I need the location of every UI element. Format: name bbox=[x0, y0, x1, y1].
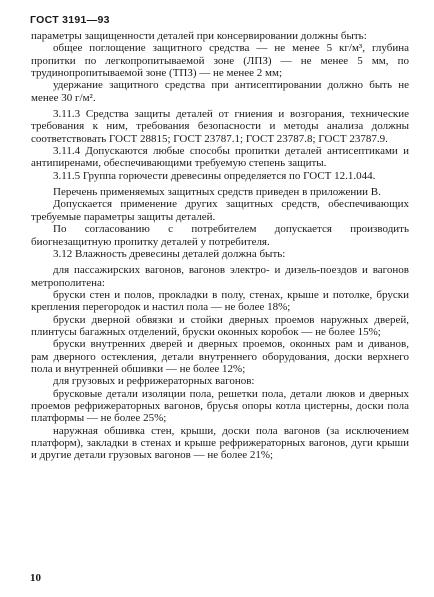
paragraph: бруски стен и полов, прокладки в полу, стенах, крыше и потолке, бруски крепления перегородок и настил пола — не более 18%; bbox=[31, 288, 409, 314]
paragraph: бруски внутренних дверей и дверных проемов, оконных рам и диванов, рам дверного остекления, детали внутреннего оборудования, доски верхнего пола и внутренней обшивки — не более 12%; bbox=[31, 338, 409, 375]
paragraph: для пассажирских вагонов, вагонов электро- и дизель-поездов и вагонов метрополитена: bbox=[31, 264, 409, 289]
paragraph: 3.11.4 Допускаются любые способы пропитки деталей антисептиками и антипиренами, обеспечивающими требуемую степень защиты. bbox=[31, 145, 409, 170]
paragraph: общее поглощение защитного средства — не менее 5 кг/м³, глубина пропитки по легкопропитываемой зоне (ЛПЗ) — не менее 5 мм, по трудинопропитываемой зоне (ТПЗ) — не менее 2 мм; bbox=[31, 42, 409, 80]
paragraph: 3.11.5 Группа горючести древесины определяется по ГОСТ 12.1.044. bbox=[53, 169, 376, 182]
paragraph: удержание защитного средства при антисептировании должно быть не менее 30 г/м². bbox=[31, 79, 409, 104]
paragraph: 3.12 Влажность древесины деталей должна быть: bbox=[53, 247, 286, 260]
paragraph: По согласованию с потребителем допускается производить биогнезащитную пропитку деталей у потребителя. bbox=[31, 223, 409, 248]
page-number: 10 bbox=[30, 572, 41, 584]
standard-header: ГОСТ 3191—93 bbox=[30, 14, 110, 26]
paragraph: наружная обшивка стен, крыши, доски пола вагонов (за исключением платформ), закладки в стенах и крыше рефрижераторных вагонов, дуги крыши и другие детали грузовых вагонов — не более 21%; bbox=[31, 424, 409, 462]
document-body bbox=[31, 30, 409, 462]
paragraph: Перечень применяемых защитных средств приведен в приложении В. bbox=[53, 186, 381, 199]
paragraph: параметры защищенности деталей при консервировании должны быть: bbox=[31, 30, 367, 42]
paragraph: Допускается применение других защитных средств, обеспечивающих требуемые параметры защиты деталей. bbox=[31, 198, 409, 223]
paragraph: брусковые детали изоляции пола, решетки пола, детали люков и дверных проемов рефрижераторных вагонов, брусья опоры котла цистерны, доски пола платформы — не более 25%; bbox=[31, 387, 409, 425]
paragraph: бруски дверной обвязки и стойки дверных проемов наружных дверей, плинтусы багажных отделений, бруски оконных коробок — не более 15%; bbox=[31, 313, 409, 338]
paragraph: для грузовых и рефрижераторных вагонов: bbox=[53, 375, 255, 388]
paragraph: 3.11.3 Средства защиты деталей от гниения и возгорания, технические требования к ним, требования безопасности и методы анализа должны соответствовать ГОСТ 28815; ГОСТ 23787.1; ГОСТ 23787.8; ГОСТ 23787.9. bbox=[31, 108, 409, 145]
